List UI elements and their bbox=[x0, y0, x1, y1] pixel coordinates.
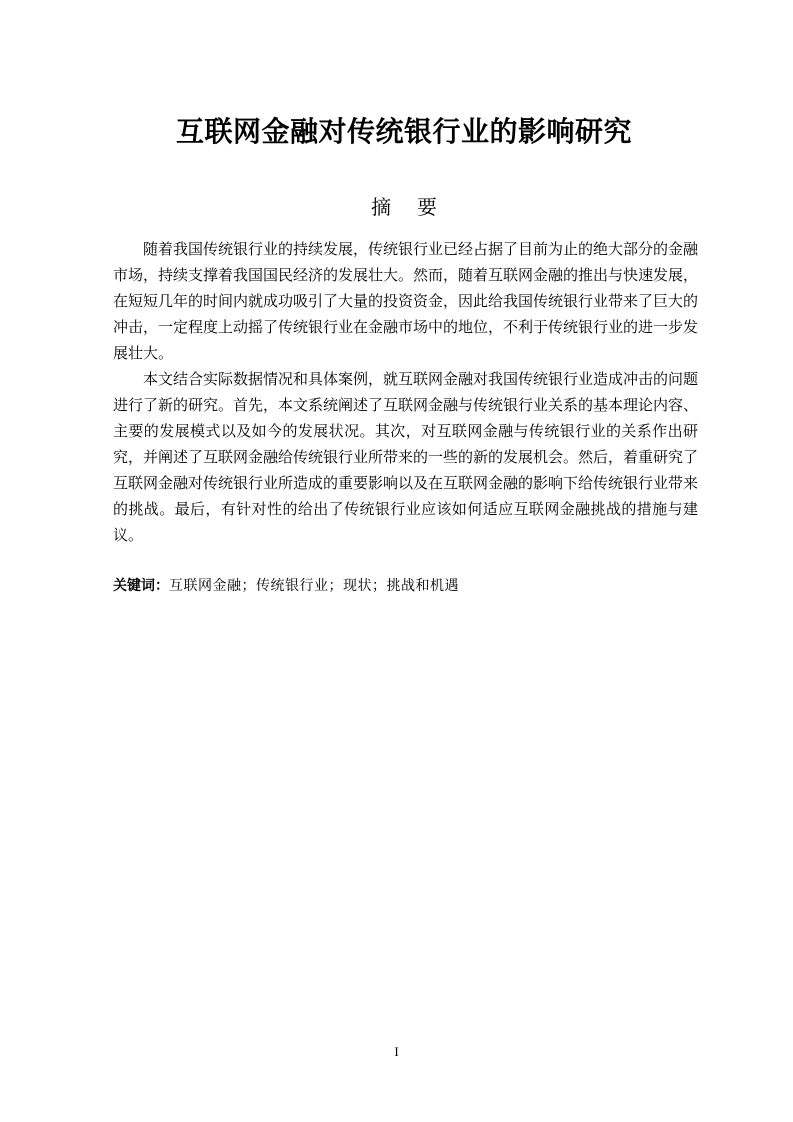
document-title: 互联网金融对传统银行业的影响研究 bbox=[175, 115, 632, 148]
keywords-line bbox=[113, 574, 698, 598]
keywords-label: 关键词： bbox=[113, 578, 169, 594]
abstract-paragraph-2: 本文结合实际数据情况和具体案例，就互联网金融对我国传统银行业造成冲击的问题进行了新的研究。首先，本文系统阐述了互联网金融与传统银行业关系的基本理论内容、主要的发展模式以及如今的发展状况。其次，对互联网金融与传统银行业的关系作出研究，并阐述了互联网金融给传统银行业所带来的一些的新的发展机会。然后，着重研究了互联网金融对传统银行业所造成的重要影响以及在互联网金融的影响下给传统银行业带来的挑战。最后，有针对性的给出了传统银行业应该如何适应互联网金融挑战的措施与建议。 bbox=[113, 370, 699, 544]
page-number: I bbox=[394, 1044, 399, 1059]
keywords-value: 互联网金融；传统银行业；现状；挑战和机遇 bbox=[169, 578, 459, 594]
abstract-body bbox=[113, 236, 698, 548]
abstract-paragraph-1: 随着我国传统银行业的持续发展，传统银行业已经占据了目前为止的绝大部分的金融市场，持续支撑着我国国民经济的发展壮大。然而，随着互联网金融的推出与快速发展，在短短几年的时间内就成功吸引了大量的投资资金，因此给我国传统银行业带来了巨大的冲击，一定程度上动摇了传统银行业在金融市场中的地位，不利于传统银行业的进一步发展壮大。 bbox=[113, 240, 699, 362]
abstract-heading: 摘要 bbox=[371, 195, 463, 219]
